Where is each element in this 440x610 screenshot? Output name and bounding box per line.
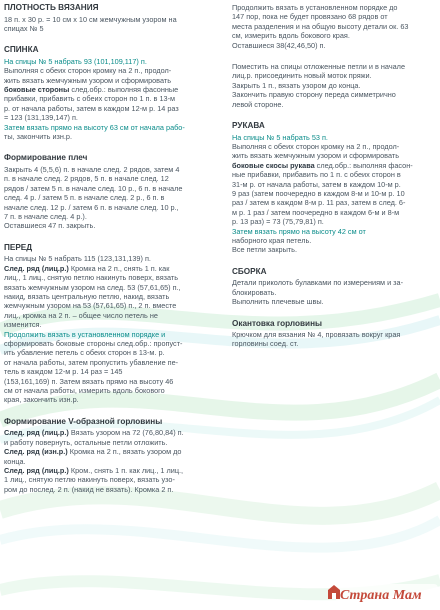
vneck-row-rest: Вязать узором на 72 (76,80,84) п. [68,428,184,438]
vneck-line [4,447,218,456]
front-line: Продолжить вязать в установленном порядке и [4,329,166,339]
assembly-line: Выполнить плечевые швы. [232,297,324,307]
back-line: прибавки, прибавить с обеих сторон по 1 п. в 13-м [4,94,176,104]
continue-line: см, измерить вдоль бокового края. [232,31,350,41]
sleeve-bevel-rest: след.обр.: выполняя фасон- [314,160,413,170]
front-line: от начала работы, затем пропустить убавление пе- [4,357,179,367]
neckband-heading: Окантовка горловины [232,318,323,328]
vneck-row-rest: Кромка на 2 п., вязать узором до [67,447,182,457]
sleeve-line: ные прибавки, прибавить по 1 п. с обеих сторон в [232,170,401,180]
sleeve-section [232,121,436,255]
front-line: лиц., кромка на 2 п. – общее число петель не [4,310,158,320]
front-line: жемчужным узором на 53 (57,61,65) п., 2 п. вместе [4,301,177,311]
shoulders-line: Оставшиеся 47 п. закрыть. [4,221,96,231]
sleeve-line: 9 раз (затем поочередно в каждом 8-м и 10-м р. 10 [232,189,405,198]
front-line: см от начала работы, измерить вдоль бокового [4,386,165,395]
sleeve-line: жить вязать жемчужным узором и сформировать [232,151,400,161]
back-side-label: боковые стороны [4,85,70,95]
back-section [4,45,218,141]
sleeve-line: На спицы № 5 набрать 53 п. [232,132,328,142]
continue-section [232,3,436,50]
continue-line: 147 пор, пока не будет провязано 68 рядов от [232,12,388,22]
other-side-line: левой стороне. [232,99,284,109]
back-line: = 123 (131,139,147) п. [4,113,78,123]
front-line: лиц., 1 лиц., снятую петлю накинуть поверх, вязать [4,273,179,283]
continue-line: Продолжить вязать в установленном порядке до [232,3,398,12]
continue-line: места разделения и на общую высоту детали ок. 63 [232,21,409,31]
sleeve-line: Выполняя с обеих сторон кромку на 2 п., продол- [232,141,400,151]
sleeve-line: р. 13 раз) = 73 (75,79,81) п. [232,217,324,227]
watermark-house-icon [327,584,341,600]
back-heading: СПИНКА [4,45,39,55]
left-column [4,3,218,506]
front-line: тель в каждом 12-м р. 14 раз = 145 [4,367,123,377]
shoulders-line: 7 п. в начале след. 4 р.). [4,212,87,221]
front-line: края, закончить изн.р. [4,395,79,405]
front-row-label: След. ряд (лиц.р.) [4,263,69,273]
vneck-row-label: След. ряд (лиц.р.) [4,428,69,438]
continue-line: Оставшиеся 38(42,46,50) п. [232,40,326,50]
back-line: р. от начала работы, затем в каждом 12-м р. 14 раз [4,103,179,113]
vneck-line: и работу повернуть, остальные петли отложить. [4,437,168,447]
front-line: вязать жемчужным узором на след. 53 (57,61,65) п., [4,282,181,292]
front-line: сформировать боковые стороны след.обр.: пропуст- [4,338,183,348]
sleeve-line: раз / затем в каждом 8-м р. 11 раз, затем в след. 6- [232,198,406,208]
other-side-section [232,62,436,109]
sleeve-heading: РУКАВА [232,121,265,131]
shoulders-line: Закрыть 4 (5,5,6) п. в начале след. 2 рядов, затем 4 [4,164,180,174]
right-column [232,3,436,361]
assembly-line: блокировать. [232,287,277,297]
vneck-line [4,466,218,475]
sleeve-line: Затем вязать прямо на высоту 42 см от [232,226,366,236]
back-line: жить вязать жемчужным узором и сформировать [4,75,172,85]
shoulders-line: начале след. 12 р. / затем 6 п. в начале след. 10 р., [4,202,179,212]
front-line: (153,161,169) п. Затем вязать прямо на высоту 46 [4,376,174,386]
sleeve-line [232,161,436,170]
front-section [4,243,218,405]
sleeve-line: 31-м р. от начала работы, затем в каждом 10-м р. [232,179,401,189]
neckband-line: горловины соед. ст. [232,339,299,349]
vneck-row-rest: Кром., снять 1 п. как лиц., 1 лиц., [68,465,184,475]
front-line: На спицы № 5 набрать 115 (123,131,139) п. [4,254,151,264]
vneck-line [4,428,218,437]
back-line [4,85,218,94]
front-line: накид, вязать центральную петлю, накид, вязать [4,291,170,301]
vneck-line: ром до послед. 2 п. (накид не вязать). Кромка 2 п. [4,484,174,494]
back-line: ты, закончить изн.р. [4,132,73,142]
density-line: спицах № 5 [4,23,44,33]
vneck-section [4,417,218,494]
front-heading: ПЕРЕД [4,242,33,252]
density-heading: ПЛОТНОСТЬ ВЯЗАНИЯ [4,3,99,12]
sleeve-line: Все петли закрыть. [232,245,297,255]
vneck-line: конца. [4,456,26,466]
shoulders-heading: Формирование плеч [4,153,88,163]
shoulders-line: п. в начале след. 2 рядов, 5 п. в начале след. 12 [4,174,169,184]
other-side-line: Закрыть 1 п., вязать узором до конца. [232,80,361,90]
assembly-heading: СБОРКА [232,266,267,276]
other-side-line: Поместить на спицы отложенные петли и в начале [232,62,406,72]
watermark-text: Страна Мам [340,588,422,603]
other-side-line: Закончить правую сторону переда симметрично [232,90,396,100]
sleeve-line: м р. 1 раз / затем поочередно в каждом 6-м и 8-м [232,207,400,217]
density-section [4,3,218,33]
front-line: ить убавление петель с обеих сторон в 13-м. р. [4,348,165,358]
vneck-row-label: След. ряд (изн.р.) [4,447,68,457]
back-line: На спицы № 5 набрать 93 (101,109,117) п. [4,56,147,66]
other-side-line: лиц.р. присоединить новый моток пряжи. [232,71,372,81]
front-line [4,264,218,273]
density-line: 18 п. х 30 р. = 10 см х 10 см жемчужным узором на [4,14,177,24]
sleeve-line: наборного края петель. [232,236,312,246]
sleeve-bevel-label: боковые скосы рукава [232,160,315,170]
neckband-section [232,319,436,349]
vneck-line: 1 лиц., снятую петлю накинуть поверх, вязать узо- [4,475,175,485]
vneck-heading: Формирование V-образной горловины [4,416,163,426]
neckband-line: Крючком для вязания № 4, провязать вокруг края [232,330,401,340]
back-line: Выполняя с обеих сторон кромку на 2 п., продол- [4,66,172,76]
back-side-rest: след.обр.: выполняя фасонные [69,85,179,95]
shoulders-line: след. 4 р. / затем 5 п. в начале след. 2 р., 6 п. в [4,193,165,203]
back-line: Затем вязать прямо на высоту 63 см от начала рабо- [4,122,185,132]
front-row-rest: Кромка на 2 п., снять 1 п. как [68,263,170,273]
front-line: изменится. [4,320,42,330]
shoulders-section [4,153,218,230]
vneck-row-label: След. ряд (лиц.р.) [4,465,69,475]
assembly-line: Детали приколоть булавками по измерениям и за- [232,278,404,288]
shoulders-line: рядов / затем 5 п. в начале след. 10 р., 6 п. в начале [4,183,183,193]
assembly-section [232,267,436,307]
